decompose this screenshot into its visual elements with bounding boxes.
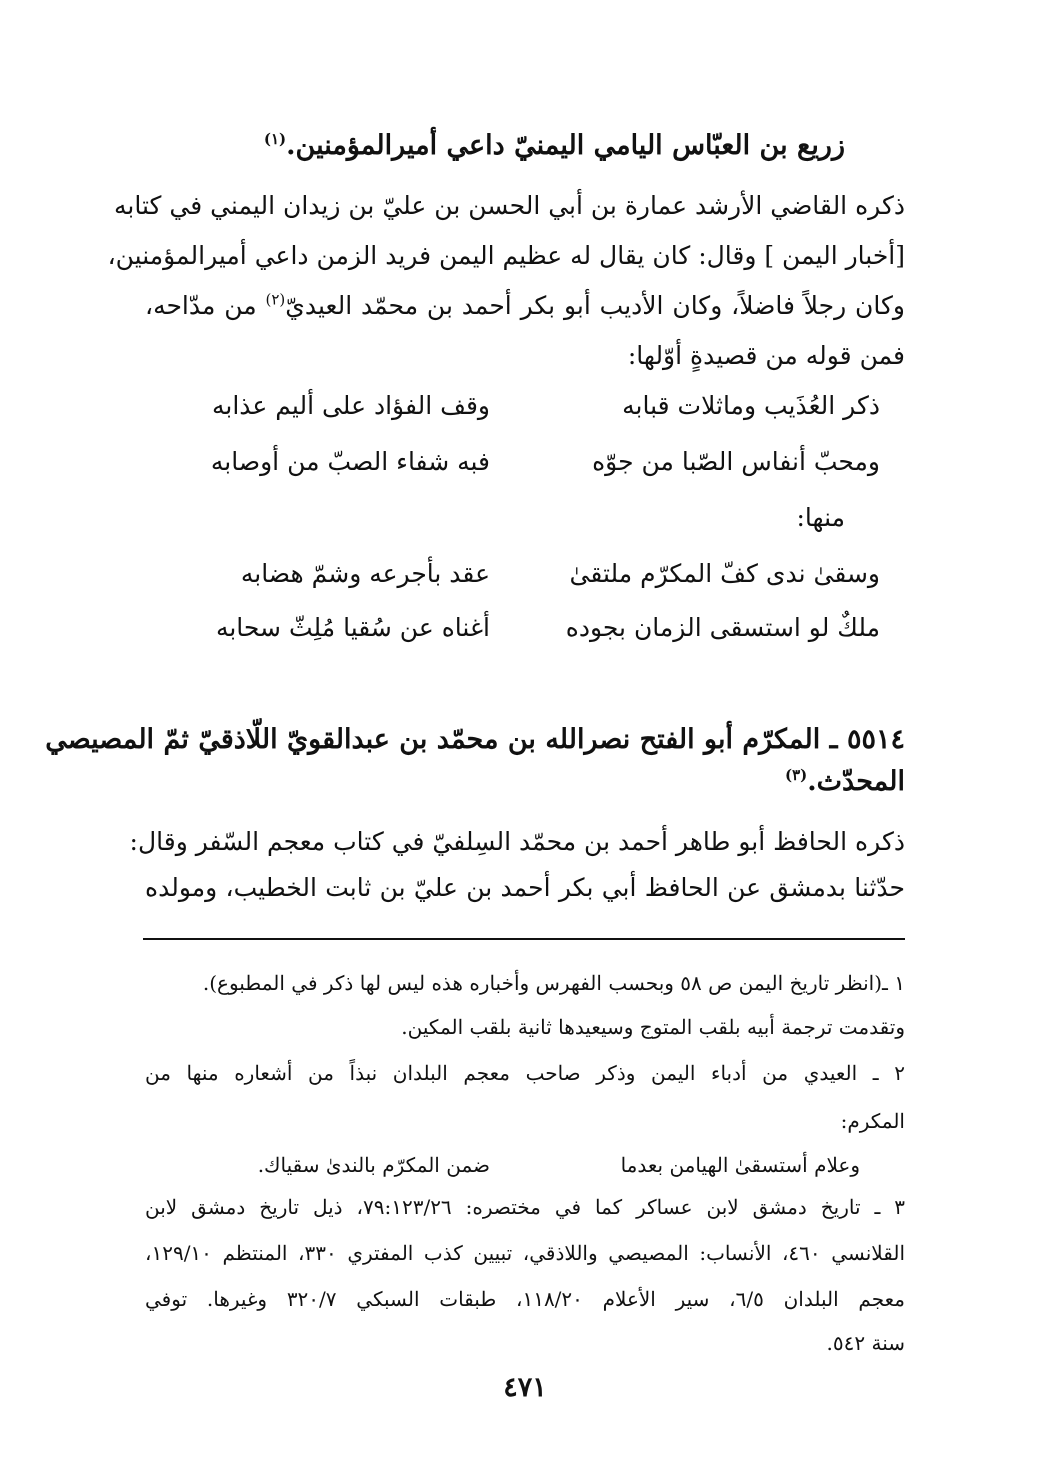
body-line-3 <box>145 286 905 326</box>
entry2-line-2: حدّثنا بدمشق عن الحافظ أبي بكر أحمد بن عليّ بن ثابت الخطيب، ومولده <box>145 873 905 902</box>
verse-1-first-hemistich: ذكر العُذَيب وماثلات قبابه <box>622 391 880 420</box>
footnote-1-line-1: ١ ـ(انظر تاريخ اليمن ص ٥٨ وبحسب الفهرس وأخباره هذه ليس لها ذكر في المطبوع). <box>202 971 905 995</box>
footnote-2-verse-second: ضمن المكرّم بالندىٰ سقياك. <box>257 1153 490 1177</box>
verse-4-second-hemistich: أغناه عن سُقيا مُلِثّ سحابه <box>215 613 490 642</box>
body-line-3-text: وكان رجلاً فاضلاً، وكان الأديب أبو بكر أحمد بن محمّد العيديّ <box>285 291 905 320</box>
entry-heading-zuray <box>145 126 845 166</box>
footnote-3-line-3: معجم البلدان ٦/٥، سير الأعلام ١١٨/٢٠، طبقات السبكي ٣٢٠/٧ وغيرها. توفي <box>145 1287 905 1311</box>
footnote-3-line-2: القلانسي ٤٦٠، الأنساب: المصيصي واللاذقي، تبيين كذب المفتري ٣٣٠، المنتظم ١٢٩/١٠، <box>145 1241 905 1265</box>
footnote-3-line-1: ٣ ـ تاريخ دمشق لابن عساكر كما في مختصره: ٧٩:١٢٣/٢٦، ذيل تاريخ دمشق لابن <box>145 1195 906 1219</box>
verse-3-first-hemistich: وسقىٰ ندى كفّ المكرّم ملتقىٰ <box>569 559 880 588</box>
footnote-2-verse-first: وعلام أستسقىٰ الهيامن بعدما <box>620 1153 860 1177</box>
heading-cont-text: المحدّث. <box>807 766 905 797</box>
footnote-ref-1: (١) <box>263 130 287 148</box>
footnote-1-line-2: وتقدمت ترجمة أبيه بلقب المتوج وسيعيدها ثانية بلقب المكين. <box>401 1015 905 1039</box>
verse-3-second-hemistich: عقد بأجرعه وشمّ هضابه <box>240 559 490 588</box>
page-number: ٤٧١ <box>503 1372 547 1403</box>
body-line-3-tail: من مدّاحه، <box>145 291 266 320</box>
verse-2-first-hemistich: ومحبّ أنفاس الصّبا من جوّه <box>592 447 880 476</box>
entry-heading-5514: ٥٥١٤ ـ المكرّم أبو الفتح نصرالله بن محمّد بن عبدالقويّ اللّاذقيّ ثمّ المصيصي <box>45 724 905 755</box>
footnote-separator <box>143 938 905 940</box>
footnote-ref-2: (٢) <box>265 290 286 309</box>
footnote-2-line-1: ٢ ـ العيدي من أدباء اليمن وذكر صاحب معجم البلدان نبذاً من أشعاره منها من <box>145 1061 905 1085</box>
entry2-line-1: ذكره الحافظ أبو طاهر أحمد بن محمّد السِلفيّ في كتاب معجم السّفر وقال: <box>129 827 905 856</box>
footnote-3-line-4: سنة ٥٤٢. <box>826 1331 905 1355</box>
minha-label: منها: <box>796 503 845 532</box>
body-line-4: فمن قوله من قصيدةٍ أوّلها: <box>627 341 905 370</box>
footnote-ref-3: (٣) <box>784 766 808 784</box>
body-line-2: [أخبار اليمن ] وقال: كان يقال له عظيم اليمن فريد الزمن داعي أميرالمؤمنين، <box>107 241 905 270</box>
footnote-2-line-2: المكرم: <box>840 1109 905 1133</box>
body-line-1: ذكره القاضي الأرشد عمارة بن أبي الحسن بن عليّ بن زيدان اليمني في كتابه <box>113 191 905 220</box>
entry-heading-5514-cont <box>145 762 905 802</box>
heading-text: زريع بن العبّاس اليامي اليمنيّ داعي أميرالمؤمنين. <box>286 130 845 161</box>
verse-2-second-hemistich: فبه شفاء الصبّ من أوصابه <box>210 447 490 476</box>
verse-4-first-hemistich: ملكٌ لو استسقى الزمان بجوده <box>565 613 880 642</box>
verse-1-second-hemistich: وقف الفؤاد على أليم عذابه <box>211 391 490 420</box>
